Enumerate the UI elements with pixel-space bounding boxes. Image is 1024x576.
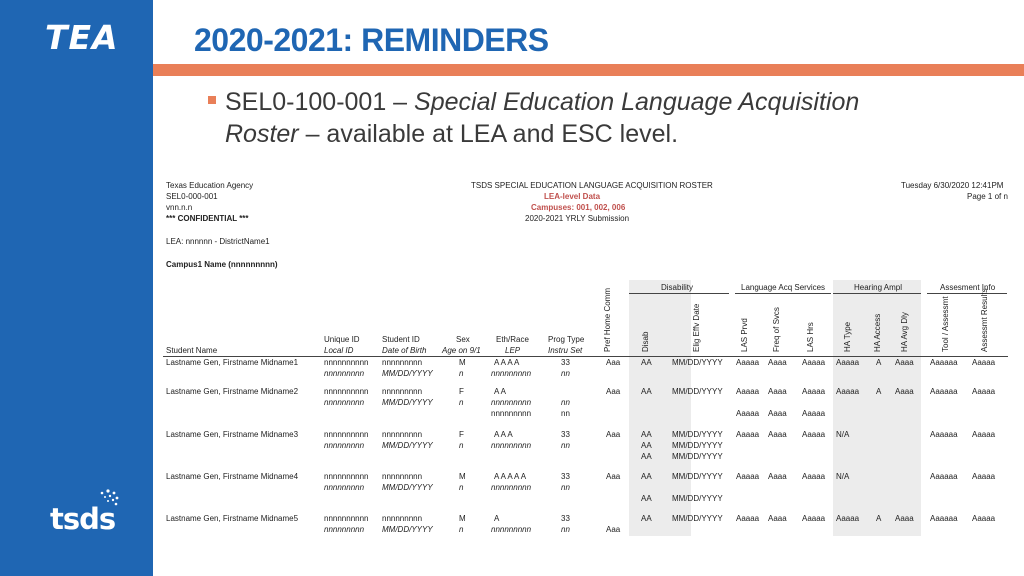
row5-eth: A [494,514,500,523]
col-ha-access: HA Access [873,313,882,352]
row4-prog: 33 [561,472,570,481]
row1-tool: Aaaaaa [930,358,958,367]
row4-inst: nn [561,483,570,492]
col-sex: Sex [456,335,470,344]
col-ha-avg: HA Avg Dly [900,312,909,352]
col-tool: Tool / Assessmt [941,296,950,352]
group-assess-line [927,293,1007,294]
row5-disab: AA [641,514,652,523]
report-level: LEA-level Data [544,192,601,201]
tsds-wordmark: tsds [50,502,116,536]
row5-haacc: A [876,514,882,523]
report-date: Tuesday 6/30/2020 12:41PM [901,181,1004,190]
col-dob: Date of Birth [382,346,427,355]
row3-lashrs: Aaaaa [802,430,826,439]
row3-age: n [459,441,464,450]
row5-res: Aaaaa [972,514,996,523]
row3-res: Aaaaa [972,430,996,439]
report-page: Page 1 of n [967,192,1008,201]
row4-lep: nnnnnnnnn [491,483,532,492]
row2-lep: nnnnnnnnn [491,398,532,407]
row1-eth: A A A A [494,358,520,367]
row4-elig: MM/DD/YYYY [672,472,723,481]
row3-elig2: MM/DD/YYYY [672,441,723,450]
row2-res: Aaaaa [972,387,996,396]
row3-lid: nnnnnnnnn [324,441,365,450]
row1-haacc: A [876,358,882,367]
row1-lashrs: Aaaaa [802,358,826,367]
row2-lid: nnnnnnnnn [324,398,365,407]
col-las-prvd: LAS Prvd [740,318,749,352]
col-assess-results: Assessmt Results [980,288,989,352]
row5-uid: nnnnnnnnnn [324,514,369,523]
col-age: Age on 9/1 [442,346,481,355]
row5-name: Lastname Gen, Firstname Midname5 [166,514,299,523]
row5-lashrs: Aaaaa [802,514,826,523]
row5-pref2: Aaa [606,525,621,534]
row1-lid: nnnnnnnnn [324,369,365,378]
group-lang: Language Acq Services [741,283,826,292]
col-unique-id: Unique ID [324,335,360,344]
report-title-part1: Special Education Language Acquisition [414,88,860,116]
row2-las: Aaaaa [736,387,760,396]
row3-disab2: AA [641,441,652,450]
row1-inst: nn [561,369,570,378]
row4-name: Lastname Gen, Firstname Midname4 [166,472,299,481]
col-eth: Eth/Race [496,335,529,344]
row4-age: n [459,483,464,492]
row3-inst: nn [561,441,570,450]
row2-lep2: nnnnnnnnn [491,409,532,418]
col-student-id: Student ID [382,335,420,344]
group-lang-line [735,293,831,294]
row1-res: Aaaaa [972,358,996,367]
row3-dob: MM/DD/YYYY [382,441,433,450]
row4-pref: Aaa [606,472,621,481]
row2-freq: Aaaa [768,387,787,396]
report-submission: 2020-2021 YRLY Submission [525,214,630,223]
row3-disab3: AA [641,452,652,461]
col-student-name: Student Name [166,346,218,355]
row2-disab: AA [641,387,652,396]
report-confidential: *** CONFIDENTIAL *** [166,214,249,223]
col-pref-home: Pref Home Comm [603,287,612,352]
report-agency: Texas Education Agency [166,181,254,190]
row4-dob: MM/DD/YYYY [382,483,433,492]
row5-sid: nnnnnnnnn [382,514,423,523]
row3-eth: A A A [494,430,513,439]
group-disability: Disability [661,283,694,292]
row1-age: n [459,369,464,378]
group-disability-line [629,293,729,294]
row3-disab: AA [641,430,652,439]
row1-name: Lastname Gen, Firstname Midname1 [166,358,299,367]
row1-dob: MM/DD/YYYY [382,369,433,378]
group-assess: Assesment Info [940,283,996,292]
row5-hatype: Aaaaa [836,514,860,523]
row1-sex: M [459,358,466,367]
row3-pref: Aaa [606,430,621,439]
page-title: 2020-2021: REMINDERS [194,22,549,58]
row2-inst2: nn [561,409,570,418]
report-campus: Campus1 Name (nnnnnnnnn) [166,260,278,269]
row4-las: Aaaaa [736,472,760,481]
row5-lid: nnnnnnnnn [324,525,365,534]
row3-tool: Aaaaaa [930,430,958,439]
row2-age: n [459,398,464,407]
row1-haavg: Aaaa [895,358,914,367]
row3-elig: MM/DD/YYYY [672,430,723,439]
col-instru: Instru Set [548,346,583,355]
row4-sid: nnnnnnnnn [382,472,423,481]
row3-las: Aaaaa [736,430,760,439]
row1-hatype: Aaaaa [836,358,860,367]
row2-haavg: Aaaa [895,387,914,396]
row1-sid: nnnnnnnnn [382,358,423,367]
bullet-text [225,86,925,150]
bullet-marker [208,96,216,104]
row4-disab2: AA [641,494,652,503]
row4-uid: nnnnnnnnnn [324,472,369,481]
tsds-logo [50,488,130,538]
bullet-rest: – available at LEA and ESC level. [298,120,679,148]
row2-tool: Aaaaaa [930,387,958,396]
row2-eth: A A [494,387,507,396]
row1-freq: Aaaa [768,358,787,367]
row2-elig: MM/DD/YYYY [672,387,723,396]
row1-lep: nnnnnnnnn [491,369,532,378]
row3-sid: nnnnnnnnn [382,430,423,439]
row2-las2: Aaaaa [736,409,760,418]
row2-lashrs2: Aaaaa [802,409,826,418]
report-code-line: SEL0-000-001 [166,192,218,201]
row5-las: Aaaaa [736,514,760,523]
row5-freq: Aaaa [768,514,787,523]
col-ha-type: HA Type [843,321,852,352]
col-elig-date: Elig Effv Date [692,303,701,352]
row4-disab: AA [641,472,652,481]
title-underline-bar [153,64,1024,76]
col-freq: Freq of Svcs [772,307,781,352]
row2-sid: nnnnnnnnn [382,387,423,396]
col-disab: Disab [641,331,650,352]
row1-prog: 33 [561,358,570,367]
row2-freq2: Aaaa [768,409,787,418]
col-las-hrs: LAS Hrs [806,322,815,352]
row5-prog: 33 [561,514,570,523]
header-underline [163,356,1008,357]
row4-freq: Aaaa [768,472,787,481]
report-preview [163,178,1013,538]
row4-elig2: MM/DD/YYYY [672,494,723,503]
row5-tool: Aaaaaa [930,514,958,523]
row3-lep: nnnnnnnnn [491,441,532,450]
row5-age: n [459,525,464,534]
row2-uid: nnnnnnnnnn [324,387,369,396]
col-local-id: Local ID [324,346,354,355]
row5-sex: M [459,514,466,523]
row2-hatype: Aaaaa [836,387,860,396]
sidebar-panel [0,0,153,576]
col-prog-type: Prog Type [548,335,585,344]
row3-name: Lastname Gen, Firstname Midname3 [166,430,299,439]
row5-dob: MM/DD/YYYY [382,525,433,534]
row4-tool: Aaaaaa [930,472,958,481]
row3-freq: Aaaa [768,430,787,439]
row2-dob: MM/DD/YYYY [382,398,433,407]
report-code: SEL0-100-001 – [225,88,415,116]
row3-elig3: MM/DD/YYYY [672,452,723,461]
row2-haacc: A [876,387,882,396]
group-hearing: Hearing Ampl [854,283,903,292]
row4-lid: nnnnnnnnn [324,483,365,492]
col-lep: LEP [505,346,521,355]
row5-inst: nn [561,525,570,534]
row3-sex: F [459,430,464,439]
row1-las: Aaaaa [736,358,760,367]
row3-prog: 33 [561,430,570,439]
row4-sex: M [459,472,466,481]
row4-hatype: N/A [836,472,850,481]
row2-sex: F [459,387,464,396]
row2-lashrs: Aaaaa [802,387,826,396]
row1-uid: nnnnnnnnnn [324,358,369,367]
row5-elig: MM/DD/YYYY [672,514,723,523]
report-heading: TSDS SPECIAL EDUCATION LANGUAGE ACQUISITION ROSTER [471,181,713,190]
row2-name: Lastname Gen, Firstname Midname2 [166,387,299,396]
row4-lashrs: Aaaaa [802,472,826,481]
row5-haavg: Aaaa [895,514,914,523]
row5-lep: nnnnnnnnn [491,525,532,534]
tea-logo: TEA [45,18,119,57]
row4-eth: A A A A A [494,472,527,481]
row4-res: Aaaaa [972,472,996,481]
row3-uid: nnnnnnnnnn [324,430,369,439]
report-version: vnn.n.n [166,203,193,212]
row3-hatype: N/A [836,430,850,439]
row1-disab: AA [641,358,652,367]
row2-pref: Aaa [606,387,621,396]
report-campuses: Campuses: 001, 002, 006 [531,203,626,212]
row2-inst: nn [561,398,570,407]
row1-elig: MM/DD/YYYY [672,358,723,367]
report-lea: LEA: nnnnnn - DistrictName1 [166,237,270,246]
group-hearing-line [833,293,921,294]
report-title-part2: Roster [225,120,299,148]
row1-pref: Aaa [606,358,621,367]
